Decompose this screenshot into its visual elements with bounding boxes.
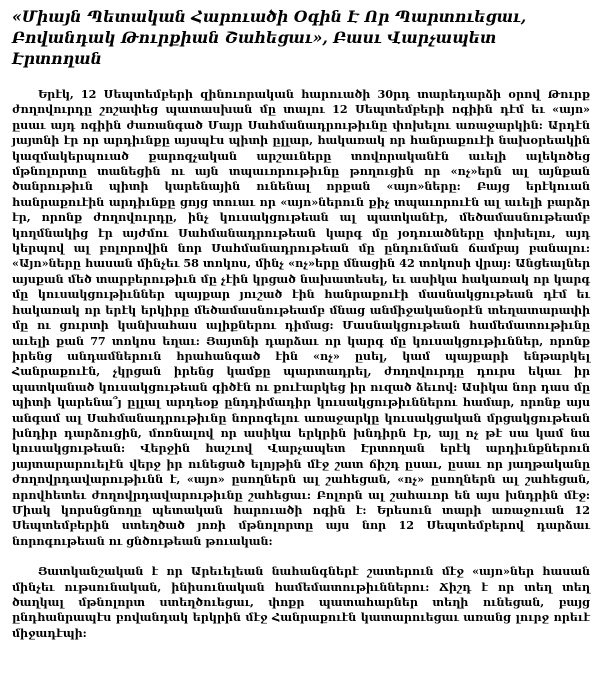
article-body <box>12 87 590 641</box>
article-paragraph-2: Յատկանշական է որ Արեւելեան նահանգներէ շատերուն մէջ «այո»ներ հասան մինչեւ ութսունական, ինիսունական համեմատութիւններու: Ճիշդ է որ տեղ տեղ ծաղկալ մթնոլորտ ստեղծուեցաւ, փոքր պատահարներ տեղի ունեցան, բայց ընդհանրապէս բովանդակ երկրին մէջ Հանրաքուէն կատարուեցաւ առանց լուրջ որեւէ միջադէպի: <box>12 564 590 640</box>
article-paragraph-1: Երէկ, 12 Սեպտեմբերի զինուորական հարուածի 30րդ տարեդարձի օրով Թուրք ժողովուրդը շոշափեց պատասխան մը տալու 12 Սեպտեմբերի ոգիին դէմ եւ «այո» ըսաւ այդ ոգիին ժառանգած Մայր Սահմանադրութիւնը փոխելու առաջարկին: Արդէն յայտնի էր որ արդիւնքը այսպէս պիտի ըլլար, հակառակ որ հանրաքուէի նախօրեակին կազմակերպուած քարոզչական արշաւները տովորականէն աւելի ալեկոծեց մթնոլորտը տանեցին ու այն տպաւորութիւնը թողուցին որ «ոչ»երն ալ այնքան ծանրութիւն պիտի կարենային ունենալ որքան «այո»ները: Բայց երէկուան հանրաքուէին արդիւնքը ցոյց տուաւ որ «այո»ներուն քիչ տպաւորուէն ալ աւելի բարձր էր, որոնք ժողովուրդը, ինչ կուսակցութեան ալ պատկանէր, մեծամասնութեամբ կողմնակից էր այժմու Սահմանադրութեան կարգ մը յօդուածները փոխելու, այդ կերպով ալ բոլորովին նոր Սահմանադրութեան մը ընդունման ճամբայ բանալու: «Այո»ները հասան մինչեւ 58 տոկոս, մինչ «ոչ»երը մնացին 42 տոկոսի վրայ: Անցեալներ այսքան մեծ տարբերութիւն մը չէին կրցած նախատեսել, եւ ասիկա հակառակ որ կարգ մը կուսակցութիւններ պայքար յուշած էին հանրաքուէի մասնակցութեան դէմ եւ հակառակ որ երէկ երկիրը մեծամասնութեամբ մնաց անմիջականօրէն տեղատարափի մը ու ցուրտի կանխահաս ալիքներու դիմաց: Մասնակցութեան համեմատութիւնը աւելի քան 77 տոկոս եղաւ: Յայտնի դարձաւ որ կարգ մը կուսակցութիւններ, որոնք իրենց անդամներուն հրահանգած էին «ոչ» ըսել, կամ պայքարի ենթարկել Հանրաքուէն, չկրցան իրենց կամքը պարտադրել, ժողովուրդը դուրս եկաւ իր պատկանած կուսակցութեան գիծէն ու քուէարկեց իր ուզած ձեւով: Ասիկա նոր դաս մը պիտի կարենա՞յ ըլլալ արդեօք ընդդիմադիր կուսակցութիւններու համար, որոնք այս անգամ ալ Սահմանադրութիւնը նորոգելու առաջարկը կուսակցական մրցակցութեան խնդիր դարձուցին, մոռնալով որ ասիկա երկրին խնդիրն էր, այլ ոչ թէ սա կամ նա կուսակցութեան: Վերջին հաշւով Վարչապետ Էրտողան երէկ արդիւնքներուն յայտարարուելէն վերջ իր ունեցած ելոյթին մէջ շատ ճիշդ ըսաւ, ըսաւ որ յաղթականը ժողովրդավարութիւնն է, «այո» ըսողներն ալ շահեցան, «ոչ» ըսողներն ալ շահեցան, որովհետեւ ժողովրդավարութիւնը շահեցաւ: Բոլորն ալ շահաւոր են այս խնդրին մէջ: Միակ կորսնցնողը պետական հարուածի ոգին է: Երեսուն տարի առաջուան 12 Սեպտեմբերին ստեղծած յոռի մթնոլորտը այս նոր 12 Սեպտեմբերով դարձաւ նորոգութեան ու ցնծութեան թուական: <box>12 87 590 548</box>
article-title: «Միայն Պետական Հարուածի Օգին Է Որ Պարտուեցաւ, Բովանդակ Թուրքիան Շահեցաւ», Բասւ Վարչապետ Էրտողան <box>12 7 527 68</box>
